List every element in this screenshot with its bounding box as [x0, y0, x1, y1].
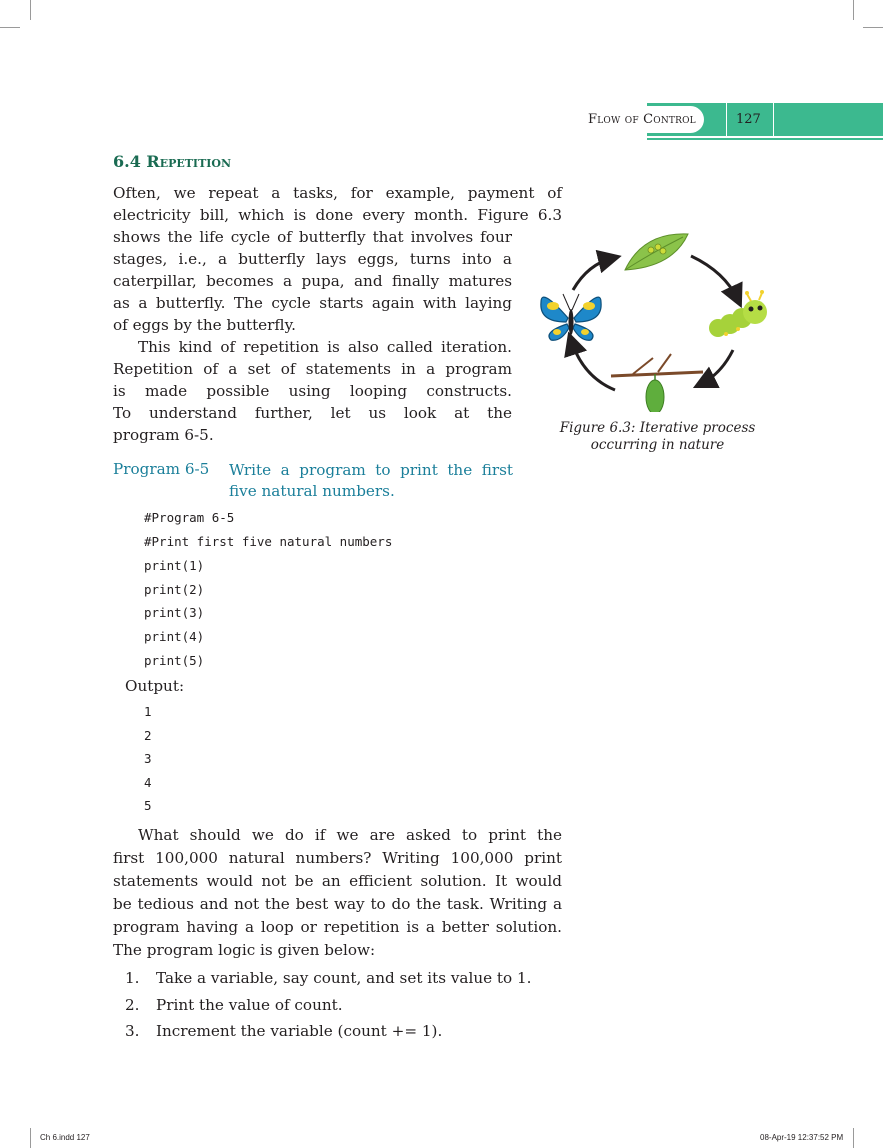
- program-description: [229, 460, 513, 502]
- intro-paragraph: [113, 182, 562, 336]
- text-line: Repetition of a set of statements in a program: [113, 360, 512, 378]
- output-line: 5: [144, 798, 152, 813]
- code-line: #Program 6-5: [144, 510, 235, 525]
- text-line: is made possible using looping constructs.: [113, 382, 512, 400]
- text-line: Write a program to print the first: [229, 461, 513, 479]
- section-title: 6.4 Repetition: [113, 152, 232, 171]
- caption-line: Figure 6.3: Iterative process: [559, 420, 756, 436]
- code-line: print(2): [144, 582, 205, 597]
- cycle-arrow: [701, 350, 733, 384]
- text-line: be tedious and not the best way to do the task. Writing a: [113, 895, 562, 913]
- step-text: Take a variable, say count, and set its value to 1.: [156, 969, 532, 987]
- step-number: 2.: [125, 996, 140, 1014]
- crop-mark: [30, 0, 31, 20]
- footer-timestamp: 08-Apr-19 12:37:52 PM: [760, 1133, 844, 1142]
- step-text: Print the value of count.: [156, 996, 343, 1014]
- text-line: first 100,000 natural numbers? Writing 100,000 print: [113, 849, 562, 867]
- text-line: of eggs by the butterfly.: [113, 316, 296, 334]
- crop-mark: [853, 0, 854, 20]
- text-line: This kind of repetition is also called iteration.: [138, 338, 512, 356]
- text-line: program 6-5.: [113, 426, 214, 444]
- text-line: shows the life cycle of butterfly that involves four: [113, 228, 512, 246]
- crop-mark: [0, 27, 20, 28]
- butterfly-life-cycle-figure: [533, 222, 783, 412]
- output-line: 2: [144, 728, 152, 743]
- code-line: print(5): [144, 653, 205, 668]
- page-number: 127: [736, 112, 761, 127]
- output-line: 1: [144, 704, 152, 719]
- code-line: print(4): [144, 629, 205, 644]
- cycle-arrow: [571, 340, 615, 390]
- body-paragraph: [113, 824, 562, 962]
- text-line: To understand further, let us look at the: [113, 404, 512, 422]
- code-line: print(3): [144, 605, 205, 620]
- step-number: 3.: [125, 1022, 140, 1040]
- leaf-with-eggs-icon: [625, 234, 688, 270]
- header-rule: [647, 138, 883, 140]
- crop-mark: [30, 1128, 31, 1148]
- header-title: Flow of Control: [588, 112, 696, 127]
- text-line: Often, we repeat a tasks, for example, payment of: [113, 184, 562, 202]
- text-line: statements would not be an efficient solution. It would: [113, 872, 562, 890]
- butterfly-icon: [541, 294, 601, 340]
- text-line: program having a loop or repetition is a better solution.: [113, 918, 562, 936]
- text-line: five natural numbers.: [229, 482, 395, 500]
- crop-mark: [853, 1128, 854, 1148]
- program-label: Program 6-5: [113, 460, 210, 478]
- text-line: What should we do if we are asked to print the: [138, 826, 562, 844]
- output-line: 3: [144, 751, 152, 766]
- crop-mark: [863, 27, 883, 28]
- text-line: The program logic is given below:: [113, 941, 376, 959]
- caption-line: occurring in nature: [590, 437, 725, 453]
- step-number: 1.: [125, 969, 140, 987]
- text-line: as a butterfly. The cycle starts again with laying: [113, 294, 512, 312]
- text-line: caterpillar, becomes a pupa, and finally matures: [113, 272, 512, 290]
- output-label: Output:: [125, 677, 185, 695]
- figure-caption: [540, 420, 775, 454]
- step-text: Increment the variable (count += 1).: [156, 1022, 443, 1040]
- footer-file-slug: Ch 6.indd 127: [40, 1133, 90, 1142]
- text-line: stages, i.e., a butterfly lays eggs, turns into a: [113, 250, 512, 268]
- cycle-arrow: [573, 258, 613, 290]
- pupa-on-branch-icon: [611, 354, 703, 412]
- code-line: #Print first five natural numbers: [144, 534, 393, 549]
- iteration-paragraph: [113, 336, 512, 446]
- output-line: 4: [144, 775, 152, 790]
- text-line: electricity bill, which is done every month. Figure 6.3: [113, 206, 562, 224]
- cycle-arrow: [691, 256, 738, 300]
- code-line: print(1): [144, 558, 205, 573]
